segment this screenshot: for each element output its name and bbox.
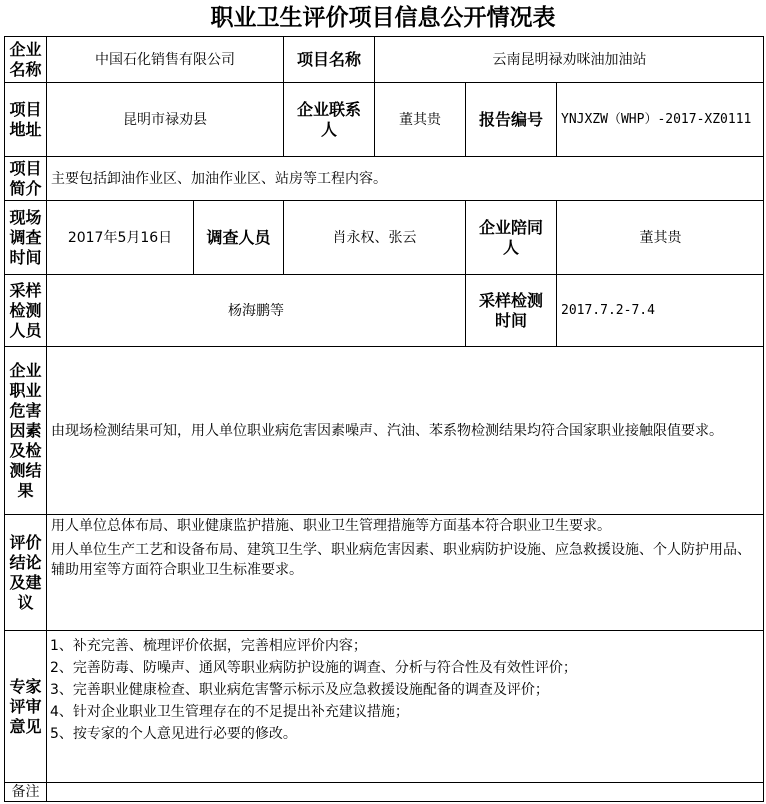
expert-opinion-item: 3、完善职业健康检查、职业病危害警示标示及应急救援设施配备的调查及评价； (50, 682, 549, 698)
survey-time-value: 2017年5月16日 (67, 229, 173, 246)
company-escort-label: 企业陪同人 (478, 217, 543, 257)
project-name-label: 项目名称 (296, 49, 361, 69)
survey-time-label: 现场调查时间 (9, 207, 42, 267)
project-name-value: 云南昆明禄劝咪油加油站 (492, 51, 647, 68)
project-address-label: 项目地址 (9, 99, 42, 139)
sampling-staff-label: 采样检测人员 (9, 280, 42, 340)
remark-value (47, 783, 764, 801)
expert-opinion-item: 1、补充完善、梳理评价依据，完善相应评价内容； (50, 638, 367, 654)
company-contact-value: 董其贵 (399, 111, 441, 128)
report-number-value: YNJXZW（WHP）-2017-XZ0111 (561, 111, 752, 127)
project-intro-label: 项目简介 (9, 158, 42, 198)
company-escort-value: 董其贵 (639, 229, 682, 246)
hazard-results-label: 企业职业危害因素及检测结果 (9, 360, 42, 500)
company-name-label: 企业名称 (9, 39, 42, 79)
remark-label: 备注 (11, 784, 40, 800)
conclusion-block (47, 515, 764, 630)
sampling-time-value: 2017.7.2-7.4 (561, 302, 655, 318)
expert-opinion-list (47, 631, 764, 782)
expert-opinion-item: 4、针对企业职业卫生管理存在的不足提出补充建议措施； (50, 704, 409, 720)
expert-opinion-label: 专家评审意见 (9, 676, 42, 736)
report-number-label: 报告编号 (478, 109, 543, 129)
investigators-label: 调查人员 (206, 227, 271, 247)
expert-opinion-item: 2、完善防毒、防噪声、通风等职业病防护设施的调查、分析与符合性及有效性评价； (50, 660, 577, 676)
sampling-staff-value: 杨海鹏等 (228, 302, 284, 319)
sampling-time-label: 采样检测时间 (478, 290, 543, 330)
expert-opinion-item: 5、按专家的个人意见进行必要的修改。 (50, 726, 297, 742)
company-name-value: 中国石化销售有限公司 (95, 51, 235, 68)
conclusion-paragraph-2: 用人单位生产工艺和设备布局、建筑卫生学、职业病危害因素、职业病防护设施、应急救援设施、个人防护用品、辅助用室等方面符合职业卫生标准要求。 (51, 542, 751, 578)
conclusion-label: 评价结论及建议 (9, 532, 42, 612)
project-intro-value: 主要包括卸油作业区、加油作业区、站房等工程内容。 (51, 170, 387, 187)
conclusion-paragraph-1: 用人单位总体布局、职业健康监护措施、职业卫生管理措施等方面基本符合职业卫生要求。 (51, 518, 611, 534)
investigators-value: 肖永权、张云 (332, 229, 417, 246)
hazard-results-value: 由现场检测结果可知，用人单位职业病危害因素噪声、汽油、苯系物检测结果均符合国家职业接触限值要求。 (51, 422, 723, 439)
project-address-value: 昆明市禄劝县 (123, 111, 207, 128)
form-title: 职业卫生评价项目信息公开情况表 (210, 5, 556, 31)
company-contact-label: 企业联系人 (296, 99, 361, 139)
